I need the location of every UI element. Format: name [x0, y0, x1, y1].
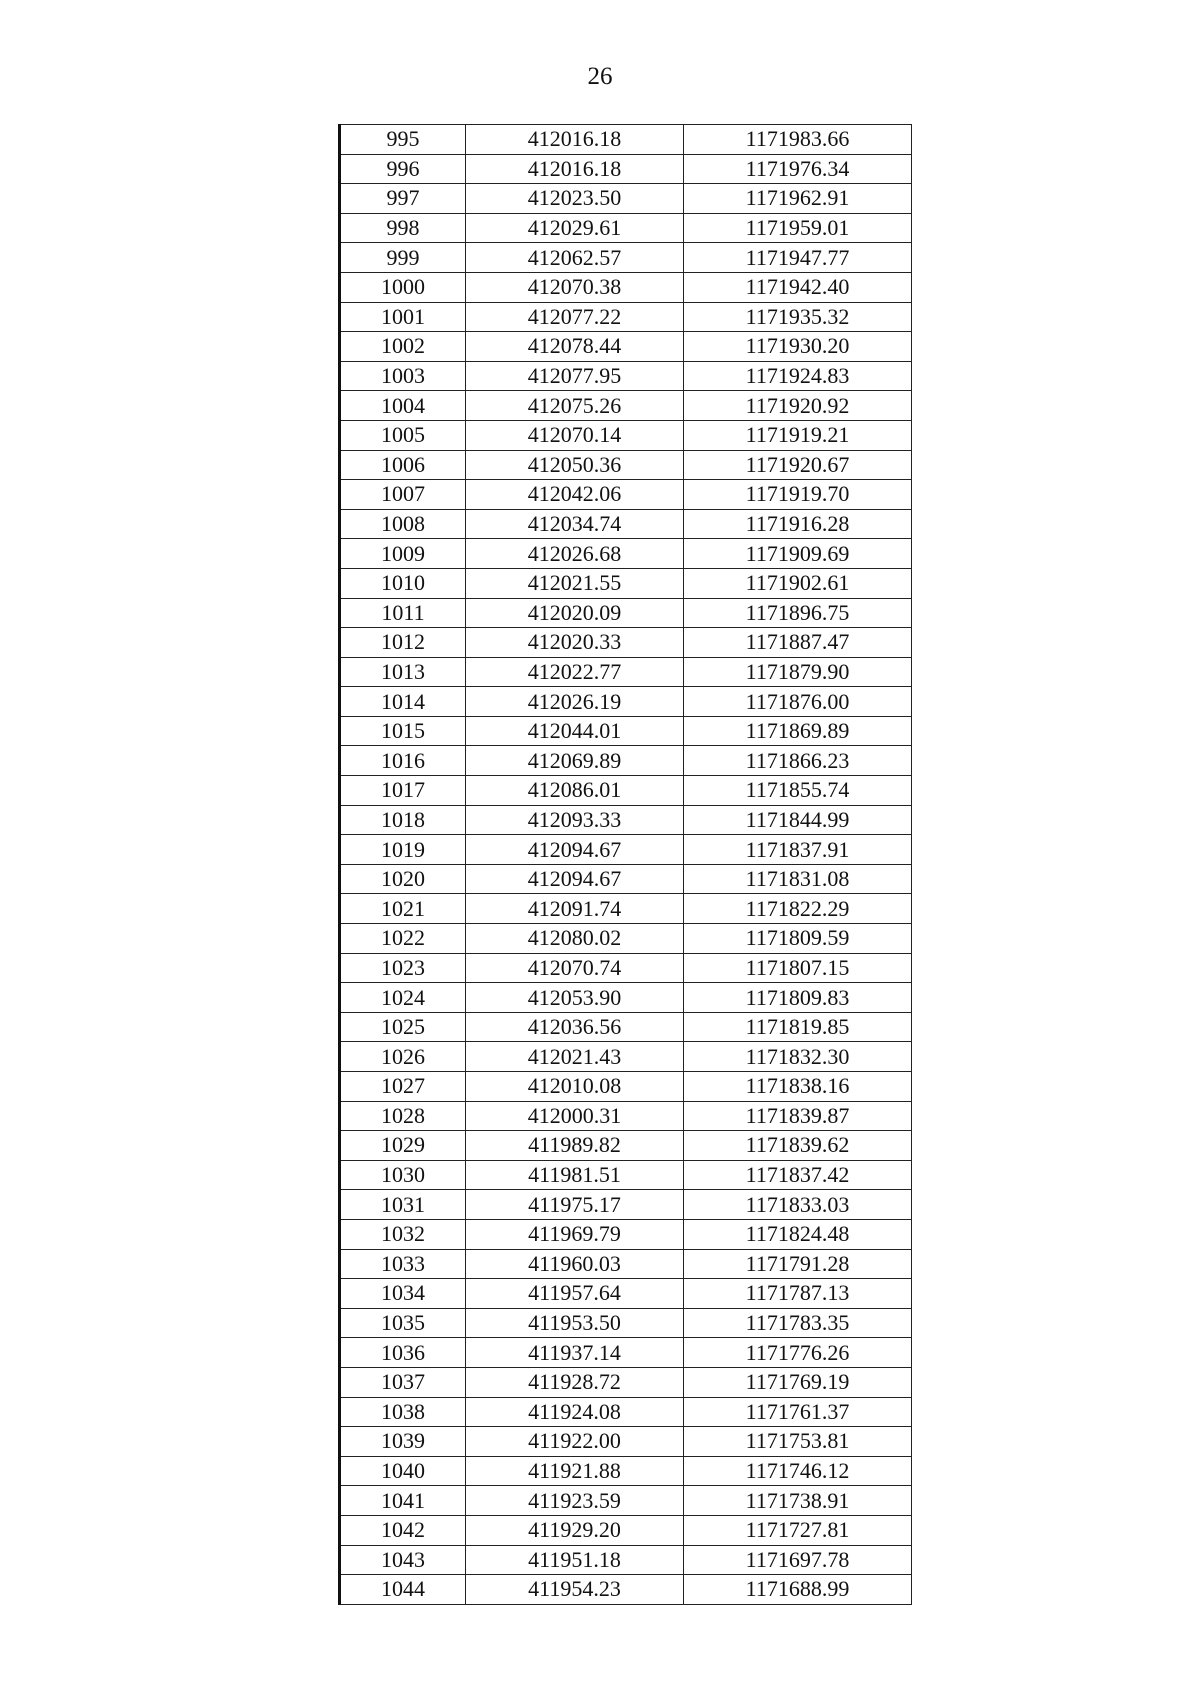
point-number-cell: 1041 — [340, 1486, 466, 1516]
x-coordinate-cell: 412023.50 — [466, 184, 684, 214]
point-number-cell: 1023 — [340, 953, 466, 983]
x-coordinate-cell: 412000.31 — [466, 1101, 684, 1131]
table-row — [340, 1575, 912, 1605]
y-coordinate-cell: 1171844.99 — [684, 805, 912, 835]
x-coordinate-cell: 412016.18 — [466, 154, 684, 184]
point-number-cell: 1015 — [340, 716, 466, 746]
point-number-cell: 1001 — [340, 302, 466, 332]
table-row — [340, 716, 912, 746]
x-coordinate-cell: 412070.38 — [466, 272, 684, 302]
x-coordinate-cell: 412021.55 — [466, 568, 684, 598]
table-row — [340, 272, 912, 302]
point-number-cell: 1038 — [340, 1397, 466, 1427]
x-coordinate-cell: 412093.33 — [466, 805, 684, 835]
y-coordinate-cell: 1171887.47 — [684, 628, 912, 658]
table-row — [340, 1338, 912, 1368]
point-number-cell: 1039 — [340, 1427, 466, 1457]
x-coordinate-cell: 412020.33 — [466, 628, 684, 658]
point-number-cell: 1043 — [340, 1545, 466, 1575]
coordinate-table-body — [340, 125, 912, 1605]
point-number-cell: 1035 — [340, 1308, 466, 1338]
y-coordinate-cell: 1171822.29 — [684, 894, 912, 924]
y-coordinate-cell: 1171869.89 — [684, 716, 912, 746]
x-coordinate-cell: 412021.43 — [466, 1042, 684, 1072]
point-number-cell: 1030 — [340, 1160, 466, 1190]
y-coordinate-cell: 1171866.23 — [684, 746, 912, 776]
y-coordinate-cell: 1171962.91 — [684, 184, 912, 214]
table-row — [340, 628, 912, 658]
y-coordinate-cell: 1171837.42 — [684, 1160, 912, 1190]
table-row — [340, 1042, 912, 1072]
table-row — [340, 1427, 912, 1457]
y-coordinate-cell: 1171832.30 — [684, 1042, 912, 1072]
table-row — [340, 864, 912, 894]
point-number-cell: 997 — [340, 184, 466, 214]
x-coordinate-cell: 412026.19 — [466, 687, 684, 717]
point-number-cell: 1029 — [340, 1131, 466, 1161]
table-row — [340, 1486, 912, 1516]
table-row — [340, 480, 912, 510]
table-row — [340, 1397, 912, 1427]
y-coordinate-cell: 1171819.85 — [684, 1012, 912, 1042]
point-number-cell: 999 — [340, 243, 466, 273]
table-row — [340, 1101, 912, 1131]
x-coordinate-cell: 412010.08 — [466, 1072, 684, 1102]
table-row — [340, 1190, 912, 1220]
table-row — [340, 835, 912, 865]
y-coordinate-cell: 1171769.19 — [684, 1367, 912, 1397]
x-coordinate-cell: 412020.09 — [466, 598, 684, 628]
table-row — [340, 776, 912, 806]
table-row — [340, 539, 912, 569]
point-number-cell: 1003 — [340, 361, 466, 391]
x-coordinate-cell: 411989.82 — [466, 1131, 684, 1161]
point-number-cell: 1040 — [340, 1456, 466, 1486]
point-number-cell: 998 — [340, 213, 466, 243]
y-coordinate-cell: 1171919.21 — [684, 420, 912, 450]
y-coordinate-cell: 1171896.75 — [684, 598, 912, 628]
table-row — [340, 1131, 912, 1161]
table-row — [340, 1456, 912, 1486]
x-coordinate-cell: 411922.00 — [466, 1427, 684, 1457]
table-row — [340, 1219, 912, 1249]
x-coordinate-cell: 411929.20 — [466, 1515, 684, 1545]
point-number-cell: 1037 — [340, 1367, 466, 1397]
x-coordinate-cell: 411969.79 — [466, 1219, 684, 1249]
table-row — [340, 687, 912, 717]
table-row — [340, 420, 912, 450]
y-coordinate-cell: 1171688.99 — [684, 1575, 912, 1605]
point-number-cell: 1000 — [340, 272, 466, 302]
point-number-cell: 1016 — [340, 746, 466, 776]
table-row — [340, 1515, 912, 1545]
x-coordinate-cell: 412070.14 — [466, 420, 684, 450]
y-coordinate-cell: 1171787.13 — [684, 1279, 912, 1309]
x-coordinate-cell: 412080.02 — [466, 924, 684, 954]
y-coordinate-cell: 1171976.34 — [684, 154, 912, 184]
point-number-cell: 1006 — [340, 450, 466, 480]
y-coordinate-cell: 1171920.67 — [684, 450, 912, 480]
x-coordinate-cell: 412094.67 — [466, 835, 684, 865]
x-coordinate-cell: 412053.90 — [466, 983, 684, 1013]
table-row — [340, 805, 912, 835]
y-coordinate-cell: 1171942.40 — [684, 272, 912, 302]
table-row — [340, 1072, 912, 1102]
y-coordinate-cell: 1171855.74 — [684, 776, 912, 806]
y-coordinate-cell: 1171824.48 — [684, 1219, 912, 1249]
table-row — [340, 332, 912, 362]
y-coordinate-cell: 1171809.59 — [684, 924, 912, 954]
x-coordinate-cell: 412044.01 — [466, 716, 684, 746]
point-number-cell: 1020 — [340, 864, 466, 894]
y-coordinate-cell: 1171809.83 — [684, 983, 912, 1013]
point-number-cell: 1042 — [340, 1515, 466, 1545]
y-coordinate-cell: 1171919.70 — [684, 480, 912, 510]
y-coordinate-cell: 1171738.91 — [684, 1486, 912, 1516]
y-coordinate-cell: 1171831.08 — [684, 864, 912, 894]
y-coordinate-cell: 1171947.77 — [684, 243, 912, 273]
x-coordinate-cell: 412077.22 — [466, 302, 684, 332]
x-coordinate-cell: 412034.74 — [466, 509, 684, 539]
table-row — [340, 154, 912, 184]
y-coordinate-cell: 1171876.00 — [684, 687, 912, 717]
point-number-cell: 1033 — [340, 1249, 466, 1279]
point-number-cell: 1027 — [340, 1072, 466, 1102]
table-row — [340, 657, 912, 687]
point-number-cell: 1004 — [340, 391, 466, 421]
point-number-cell: 1013 — [340, 657, 466, 687]
x-coordinate-cell: 412086.01 — [466, 776, 684, 806]
y-coordinate-cell: 1171776.26 — [684, 1338, 912, 1368]
point-number-cell: 1010 — [340, 568, 466, 598]
point-number-cell: 1044 — [340, 1575, 466, 1605]
point-number-cell: 1034 — [340, 1279, 466, 1309]
x-coordinate-cell: 411981.51 — [466, 1160, 684, 1190]
point-number-cell: 995 — [340, 125, 466, 155]
x-coordinate-cell: 411957.64 — [466, 1279, 684, 1309]
y-coordinate-cell: 1171839.87 — [684, 1101, 912, 1131]
y-coordinate-cell: 1171791.28 — [684, 1249, 912, 1279]
x-coordinate-cell: 412026.68 — [466, 539, 684, 569]
y-coordinate-cell: 1171807.15 — [684, 953, 912, 983]
y-coordinate-cell: 1171838.16 — [684, 1072, 912, 1102]
table-row — [340, 1367, 912, 1397]
point-number-cell: 996 — [340, 154, 466, 184]
table-row — [340, 125, 912, 155]
y-coordinate-cell: 1171879.90 — [684, 657, 912, 687]
table-row — [340, 1249, 912, 1279]
x-coordinate-cell: 411951.18 — [466, 1545, 684, 1575]
table-row — [340, 1160, 912, 1190]
point-number-cell: 1014 — [340, 687, 466, 717]
table-row — [340, 598, 912, 628]
table-row — [340, 1308, 912, 1338]
point-number-cell: 1021 — [340, 894, 466, 924]
x-coordinate-cell: 411923.59 — [466, 1486, 684, 1516]
x-coordinate-cell: 411960.03 — [466, 1249, 684, 1279]
x-coordinate-cell: 412077.95 — [466, 361, 684, 391]
y-coordinate-cell: 1171746.12 — [684, 1456, 912, 1486]
x-coordinate-cell: 412029.61 — [466, 213, 684, 243]
table-row — [340, 302, 912, 332]
y-coordinate-cell: 1171924.83 — [684, 361, 912, 391]
table-row — [340, 391, 912, 421]
y-coordinate-cell: 1171839.62 — [684, 1131, 912, 1161]
y-coordinate-cell: 1171983.66 — [684, 125, 912, 155]
point-number-cell: 1036 — [340, 1338, 466, 1368]
table-row — [340, 1012, 912, 1042]
table-row — [340, 1279, 912, 1309]
x-coordinate-cell: 411924.08 — [466, 1397, 684, 1427]
y-coordinate-cell: 1171930.20 — [684, 332, 912, 362]
y-coordinate-cell: 1171837.91 — [684, 835, 912, 865]
x-coordinate-cell: 412036.56 — [466, 1012, 684, 1042]
y-coordinate-cell: 1171697.78 — [684, 1545, 912, 1575]
x-coordinate-cell: 411928.72 — [466, 1367, 684, 1397]
point-number-cell: 1022 — [340, 924, 466, 954]
y-coordinate-cell: 1171761.37 — [684, 1397, 912, 1427]
point-number-cell: 1009 — [340, 539, 466, 569]
x-coordinate-cell: 412075.26 — [466, 391, 684, 421]
x-coordinate-cell: 412091.74 — [466, 894, 684, 924]
table-row — [340, 983, 912, 1013]
table-row — [340, 243, 912, 273]
table-row — [340, 953, 912, 983]
point-number-cell: 1018 — [340, 805, 466, 835]
table-row — [340, 894, 912, 924]
point-number-cell: 1032 — [340, 1219, 466, 1249]
point-number-cell: 1017 — [340, 776, 466, 806]
x-coordinate-cell: 412022.77 — [466, 657, 684, 687]
x-coordinate-cell: 412062.57 — [466, 243, 684, 273]
point-number-cell: 1008 — [340, 509, 466, 539]
point-number-cell: 1025 — [340, 1012, 466, 1042]
x-coordinate-cell: 412050.36 — [466, 450, 684, 480]
x-coordinate-cell: 412078.44 — [466, 332, 684, 362]
point-number-cell: 1007 — [340, 480, 466, 510]
point-number-cell: 1012 — [340, 628, 466, 658]
table-row — [340, 746, 912, 776]
point-number-cell: 1028 — [340, 1101, 466, 1131]
y-coordinate-cell: 1171916.28 — [684, 509, 912, 539]
point-number-cell: 1011 — [340, 598, 466, 628]
point-number-cell: 1024 — [340, 983, 466, 1013]
table-row — [340, 213, 912, 243]
x-coordinate-cell: 411921.88 — [466, 1456, 684, 1486]
table-row — [340, 1545, 912, 1575]
table-row — [340, 509, 912, 539]
y-coordinate-cell: 1171753.81 — [684, 1427, 912, 1457]
x-coordinate-cell: 411954.23 — [466, 1575, 684, 1605]
x-coordinate-cell: 412016.18 — [466, 125, 684, 155]
y-coordinate-cell: 1171783.35 — [684, 1308, 912, 1338]
y-coordinate-cell: 1171920.92 — [684, 391, 912, 421]
y-coordinate-cell: 1171727.81 — [684, 1515, 912, 1545]
point-number-cell: 1005 — [340, 420, 466, 450]
coordinate-table — [338, 124, 912, 1605]
x-coordinate-cell: 412042.06 — [466, 480, 684, 510]
y-coordinate-cell: 1171909.69 — [684, 539, 912, 569]
x-coordinate-cell: 412069.89 — [466, 746, 684, 776]
y-coordinate-cell: 1171959.01 — [684, 213, 912, 243]
x-coordinate-cell: 411975.17 — [466, 1190, 684, 1220]
point-number-cell: 1026 — [340, 1042, 466, 1072]
point-number-cell: 1002 — [340, 332, 466, 362]
point-number-cell: 1019 — [340, 835, 466, 865]
table-row — [340, 568, 912, 598]
x-coordinate-cell: 412094.67 — [466, 864, 684, 894]
page-number: 26 — [587, 63, 613, 90]
table-row — [340, 450, 912, 480]
table-row — [340, 924, 912, 954]
x-coordinate-cell: 412070.74 — [466, 953, 684, 983]
table-row — [340, 184, 912, 214]
point-number-cell: 1031 — [340, 1190, 466, 1220]
x-coordinate-cell: 411953.50 — [466, 1308, 684, 1338]
table-row — [340, 361, 912, 391]
y-coordinate-cell: 1171902.61 — [684, 568, 912, 598]
y-coordinate-cell: 1171833.03 — [684, 1190, 912, 1220]
x-coordinate-cell: 411937.14 — [466, 1338, 684, 1368]
y-coordinate-cell: 1171935.32 — [684, 302, 912, 332]
